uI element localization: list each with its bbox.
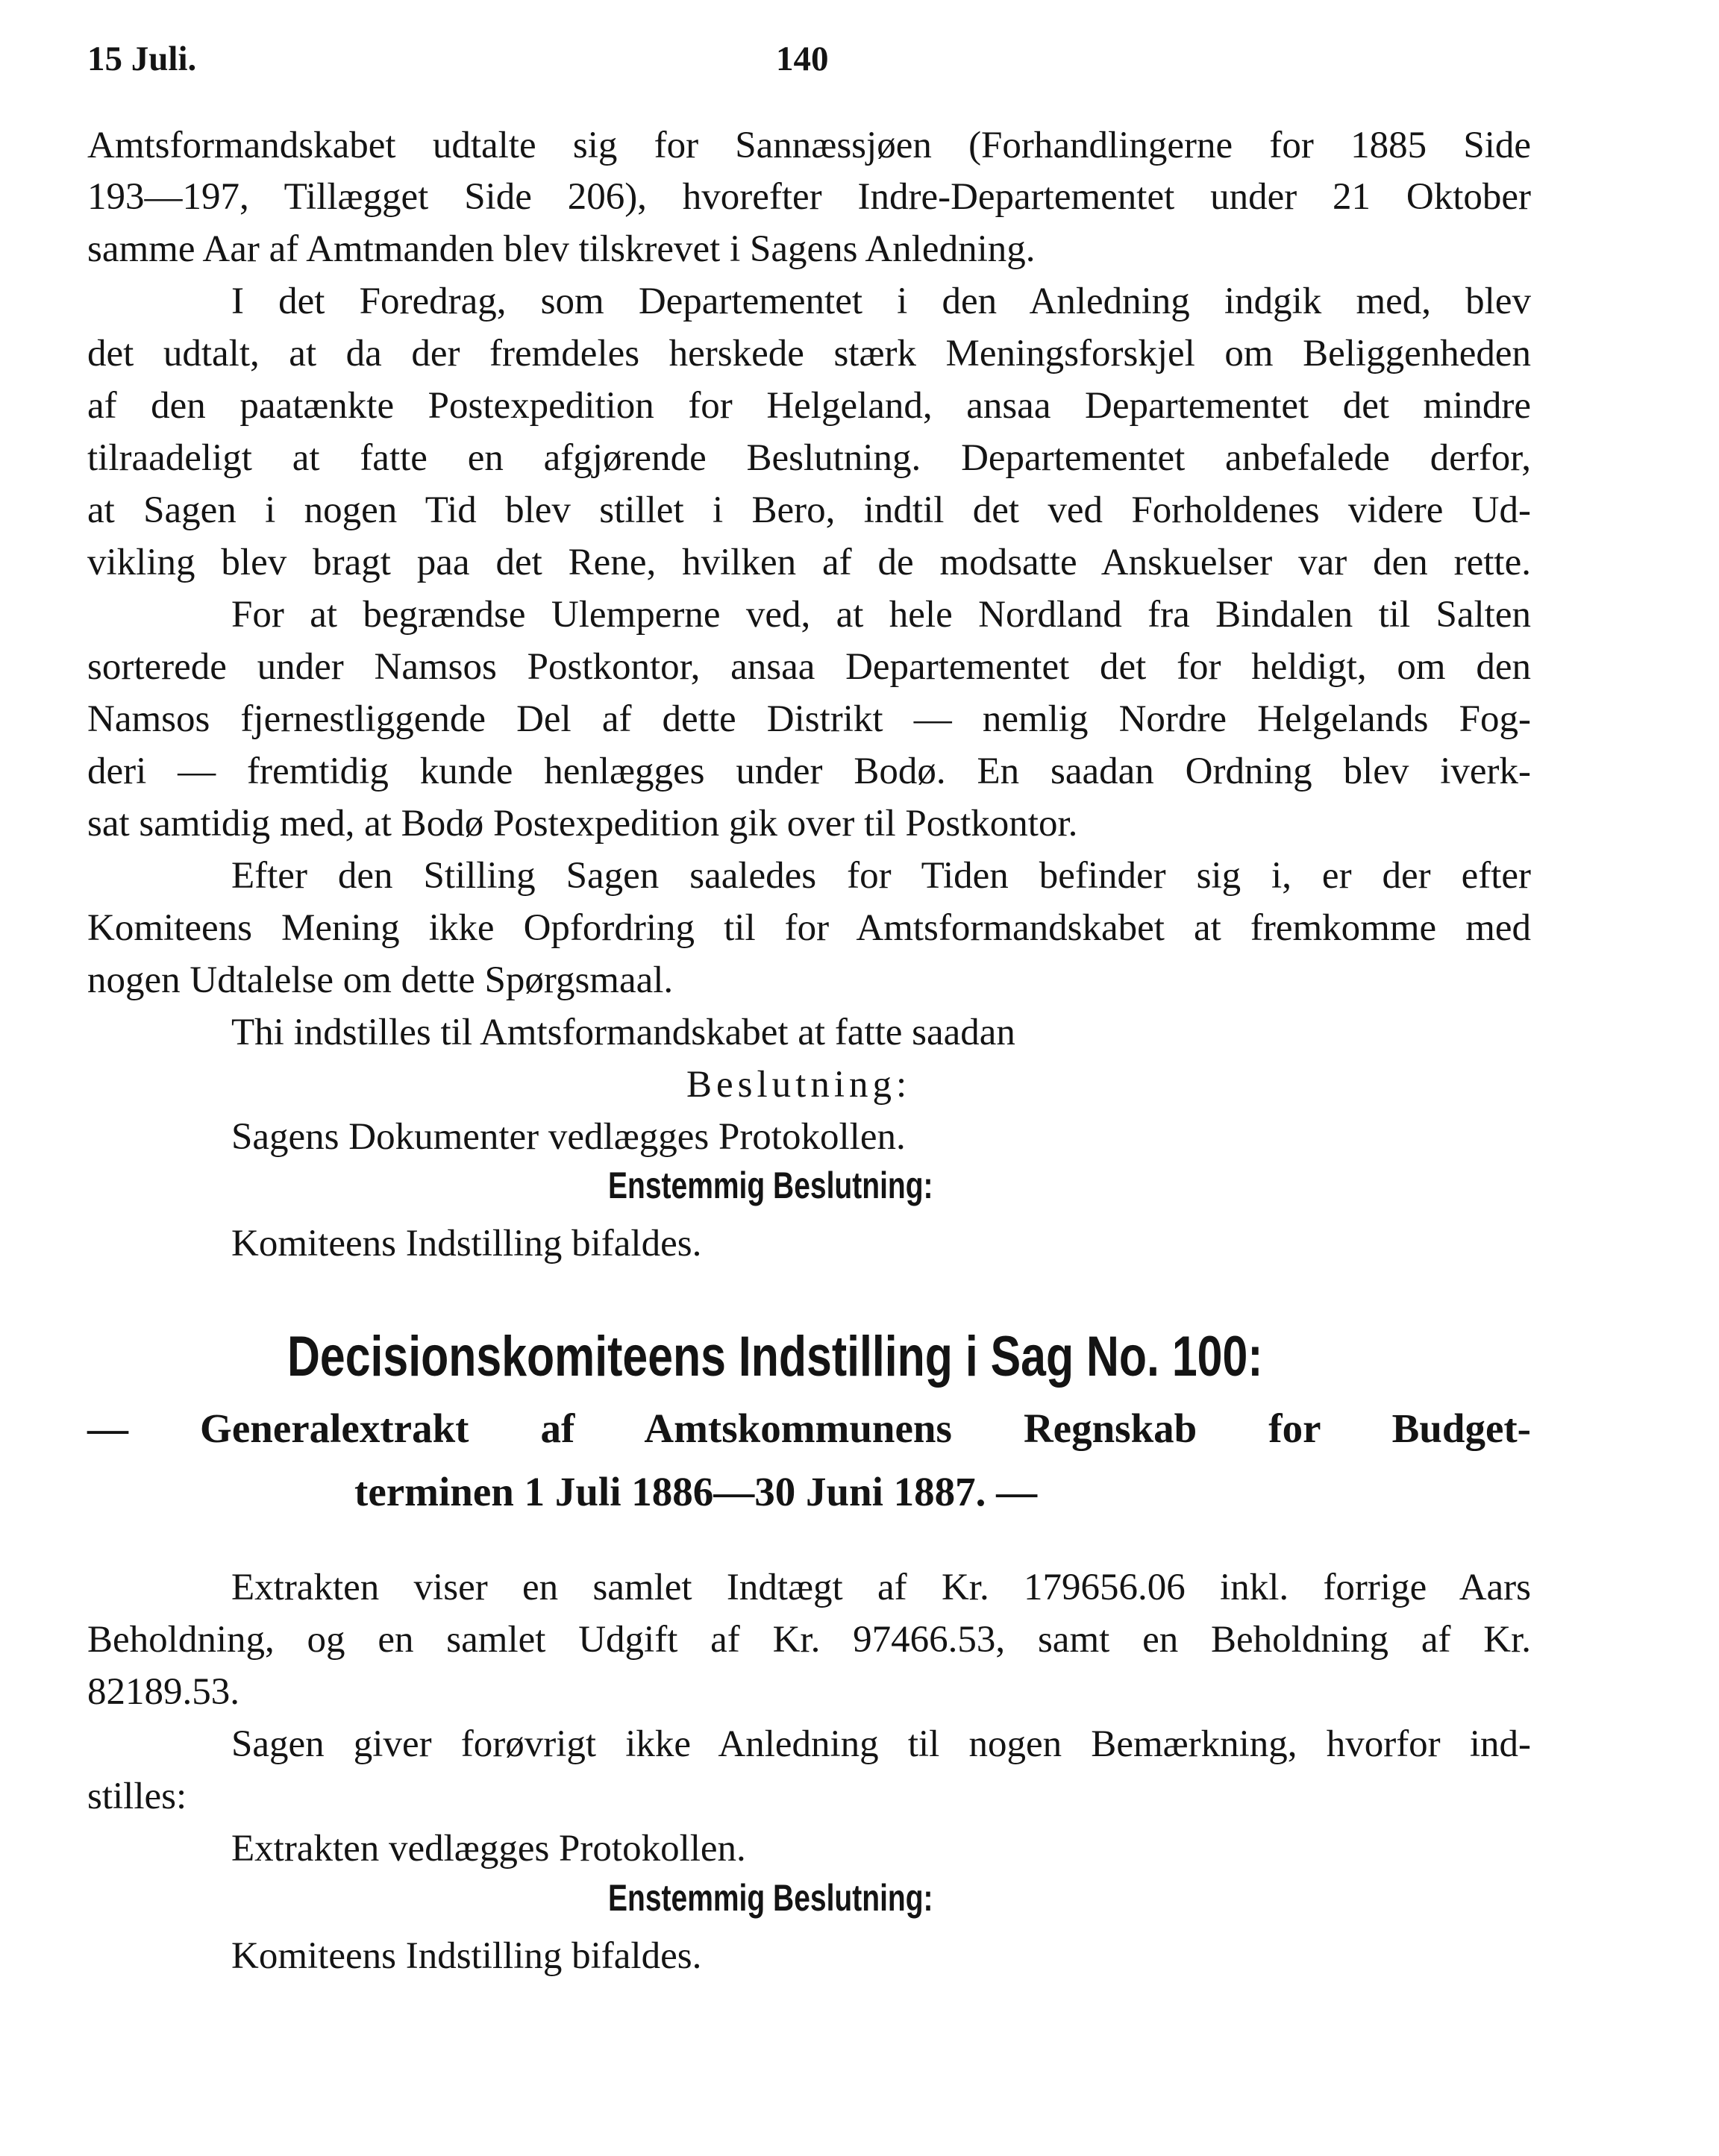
paragraph-line: Extrakten viser en samlet Indtægt af Kr. 179656.06 inkl. forrige Aars xyxy=(231,1567,1531,1608)
paragraph-line: I det Foredrag, som Departementet i den Anledning indgik med, blev xyxy=(231,281,1531,322)
paragraph-line: af den paatænkte Postexpedition for Helgeland, ansaa Departementet det mindre xyxy=(87,385,1531,427)
unanimous-heading: Enstemmig Beslutning: xyxy=(608,1165,933,1206)
paragraph-line: nogen Udtalelse om dette Spørgsmaal. xyxy=(87,959,674,1001)
section-subtitle-line: — Generalextrakt af Amtskommunens Regnskab for Budget- xyxy=(87,1406,1531,1451)
paragraph-line: Sagen giver forøvrigt ikke Anledning til nogen Bemærkning, hvorfor ind- xyxy=(231,1723,1531,1765)
paragraph-line: deri — fremtidig kunde henlægges under Bodø. En saadan Ordning blev iverk- xyxy=(87,750,1531,792)
paragraph-line: Namsos fjernestliggende Del af dette Distrikt — nemlig Nordre Helgelands Fog- xyxy=(87,698,1531,740)
paragraph-line: 82189.53. xyxy=(87,1671,239,1713)
paragraph-line: sat samtidig med, at Bodø Postexpedition gik over til Postkontor. xyxy=(87,803,1078,844)
paragraph-line: sorterede under Namsos Postkontor, ansaa Departementet det for heldigt, om den xyxy=(87,646,1531,688)
paragraph-line: at Sagen i nogen Tid blev stillet i Bero, indtil det ved Forholdenes videre Ud- xyxy=(87,489,1531,531)
paragraph-line: tilraadeligt at fatte en afgjørende Beslutning. Departementet anbefalede derfor, xyxy=(87,437,1531,479)
paragraph-line: Extrakten vedlægges Protokollen. xyxy=(231,1828,746,1870)
paragraph-line: Thi indstilles til Amtsformandskabet at fatte saadan xyxy=(231,1012,1015,1053)
unanimous-text: Komiteens Indstilling bifaldes. xyxy=(231,1935,702,1977)
paragraph-line: vikling blev bragt paa det Rene, hvilken af de modsatte Anskuelser var den rette. xyxy=(87,542,1531,583)
paragraph-line: det udtalt, at da der fremdeles herskede stærk Meningsforskjel om Beliggenheden xyxy=(87,333,1531,375)
paragraph-line: stilles: xyxy=(87,1776,187,1817)
page-number: 140 xyxy=(776,40,829,78)
section-subtitle-line: terminen 1 Juli 1886—30 Juni 1887. — xyxy=(354,1469,1038,1514)
paragraph-line: For at begrændse Ulemperne ved, at hele Nordland fra Bindalen til Salten xyxy=(231,594,1531,636)
section-title: Decisionskomiteens Indstilling i Sag No. 100: xyxy=(287,1325,1263,1388)
page-header-date: 15 Juli. xyxy=(87,40,197,78)
paragraph-line: samme Aar af Amtmanden blev tilskrevet i Sagens Anledning. xyxy=(87,228,1036,270)
unanimous-heading: Enstemmig Beslutning: xyxy=(608,1877,933,1919)
decision-text: Sagens Dokumenter vedlægges Protokollen. xyxy=(231,1116,906,1158)
paragraph-line: Komiteens Mening ikke Opfordring til for Amtsformandskabet at fremkomme med xyxy=(87,907,1531,949)
paragraph-line: 193—197, Tillægget Side 206), hvorefter Indre-Departementet under 21 Oktober xyxy=(87,176,1531,218)
paragraph-line: Beholdning, og en samlet Udgift af Kr. 97466.53, samt en Beholdning af Kr. xyxy=(87,1619,1531,1661)
decision-heading: Beslutning: xyxy=(686,1064,912,1106)
paragraph-line: Efter den Stilling Sagen saaledes for Tiden befinder sig i, er der efter xyxy=(231,855,1531,897)
unanimous-text: Komiteens Indstilling bifaldes. xyxy=(231,1223,702,1265)
paragraph-line: Amtsformandskabet udtalte sig for Sannæssjøen (Forhandlingerne for 1885 Side xyxy=(87,125,1531,166)
